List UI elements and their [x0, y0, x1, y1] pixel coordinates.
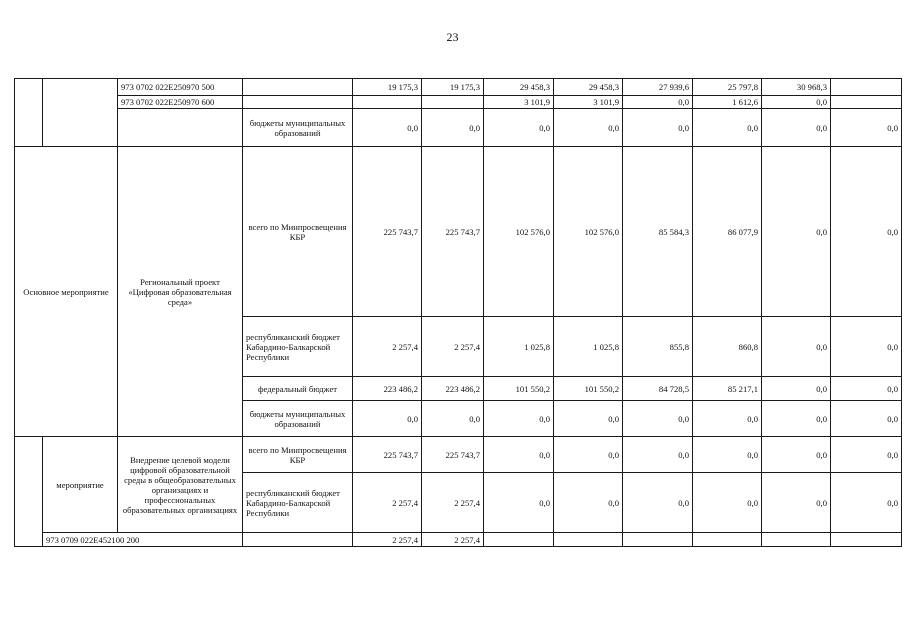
value-cell: 25 797,8 [693, 79, 762, 96]
value-cell: 0,0 [554, 437, 623, 473]
value-cell: 2 257,4 [353, 533, 422, 547]
funding-source: федеральный бюджет [243, 377, 353, 401]
value-cell: 0,0 [353, 109, 422, 147]
value-cell: 225 743,7 [422, 147, 484, 317]
table-row [15, 79, 902, 96]
cell-blank [15, 437, 43, 547]
value-cell: 0,0 [831, 147, 902, 317]
value-cell: 0,0 [762, 96, 831, 109]
table-row [15, 437, 902, 473]
value-cell: 223 486,2 [422, 377, 484, 401]
cell-blank [554, 533, 623, 547]
value-cell: 0,0 [484, 473, 554, 533]
value-cell: 102 576,0 [554, 147, 623, 317]
cell-blank [243, 533, 353, 547]
table-row [15, 147, 902, 317]
budget-code: 973 0702 022E250970 600 [118, 96, 243, 109]
table-row [15, 533, 902, 547]
value-cell: 0,0 [762, 377, 831, 401]
value-cell: 0,0 [554, 109, 623, 147]
value-cell: 0,0 [623, 401, 693, 437]
value-cell: 102 576,0 [484, 147, 554, 317]
page-number: 23 [446, 30, 459, 44]
budget-table [14, 78, 902, 547]
value-cell: 0,0 [554, 401, 623, 437]
value-cell: 0,0 [484, 437, 554, 473]
cell-blank [118, 109, 243, 147]
cell-blank [15, 79, 43, 147]
value-cell: 0,0 [831, 377, 902, 401]
value-cell: 0,0 [422, 109, 484, 147]
value-cell: 85 217,1 [693, 377, 762, 401]
value-cell: 101 550,2 [484, 377, 554, 401]
value-cell: 85 584,3 [623, 147, 693, 317]
value-cell: 0,0 [623, 437, 693, 473]
cell-blank [831, 533, 902, 547]
value-cell: 0,0 [762, 473, 831, 533]
value-cell: 0,0 [422, 401, 484, 437]
activity-name: Региональный проект «Цифровая образовательная среда» [118, 147, 243, 437]
activity-name: Внедрение целевой модели цифровой образовательной среды в общеобразовательных организациях и профессиональных образовательных организациях [118, 437, 243, 533]
value-cell: 2 257,4 [353, 317, 422, 377]
value-cell: 1 025,8 [484, 317, 554, 377]
value-cell: 223 486,2 [353, 377, 422, 401]
value-cell: 0,0 [831, 473, 902, 533]
value-cell: 0,0 [623, 109, 693, 147]
activity-type: мероприятие [43, 437, 118, 533]
table-row [15, 96, 902, 109]
cell-blank [353, 96, 422, 109]
value-cell: 84 728,5 [623, 377, 693, 401]
value-cell: 225 743,7 [353, 147, 422, 317]
value-cell: 0,0 [693, 401, 762, 437]
value-cell: 0,0 [831, 401, 902, 437]
funding-source: бюджеты муниципальных образований [243, 401, 353, 437]
value-cell: 225 743,7 [353, 437, 422, 473]
value-cell: 0,0 [762, 147, 831, 317]
cell-blank [762, 533, 831, 547]
value-cell: 0,0 [623, 96, 693, 109]
table-row [15, 109, 902, 147]
value-cell: 2 257,4 [353, 473, 422, 533]
value-cell: 0,0 [693, 473, 762, 533]
value-cell: 30 968,3 [762, 79, 831, 96]
cell-blank [243, 96, 353, 109]
funding-source: бюджеты муниципальных образований [243, 109, 353, 147]
cell-blank [693, 533, 762, 547]
budget-code: 973 0709 022E452100 200 [43, 533, 243, 547]
cell-blank [484, 533, 554, 547]
value-cell: 0,0 [762, 317, 831, 377]
funding-source: всего по Минпросвещения КБР [243, 147, 353, 317]
value-cell: 0,0 [831, 109, 902, 147]
value-cell: 0,0 [484, 401, 554, 437]
value-cell: 27 939,6 [623, 79, 693, 96]
value-cell: 0,0 [762, 109, 831, 147]
value-cell: 29 458,3 [554, 79, 623, 96]
cell-blank [422, 96, 484, 109]
value-cell: 2 257,4 [422, 533, 484, 547]
cell-blank [831, 96, 902, 109]
funding-source: республиканский бюджет Кабардино-Балкарской Республики [243, 473, 353, 533]
value-cell: 19 175,3 [353, 79, 422, 96]
value-cell: 0,0 [762, 401, 831, 437]
funding-source: республиканский бюджет Кабардино-Балкарской Республики [243, 317, 353, 377]
value-cell: 101 550,2 [554, 377, 623, 401]
funding-source: всего по Минпросвещения КБР [243, 437, 353, 473]
value-cell: 3 101,9 [554, 96, 623, 109]
value-cell: 0,0 [831, 317, 902, 377]
value-cell: 225 743,7 [422, 437, 484, 473]
value-cell: 3 101,9 [484, 96, 554, 109]
value-cell: 860,8 [693, 317, 762, 377]
value-cell: 2 257,4 [422, 473, 484, 533]
budget-code: 973 0702 022E250970 500 [118, 79, 243, 96]
value-cell: 0,0 [623, 473, 693, 533]
value-cell: 0,0 [693, 109, 762, 147]
value-cell: 0,0 [353, 401, 422, 437]
activity-type: Основное мероприятие [15, 147, 118, 437]
value-cell: 86 077,9 [693, 147, 762, 317]
value-cell: 855,8 [623, 317, 693, 377]
value-cell: 2 257,4 [422, 317, 484, 377]
cell-blank [43, 79, 118, 147]
value-cell: 1 612,6 [693, 96, 762, 109]
value-cell: 0,0 [484, 109, 554, 147]
value-cell: 0,0 [693, 437, 762, 473]
value-cell: 19 175,3 [422, 79, 484, 96]
cell-blank [623, 533, 693, 547]
cell-blank [831, 79, 902, 96]
value-cell: 29 458,3 [484, 79, 554, 96]
value-cell: 0,0 [831, 437, 902, 473]
value-cell: 1 025,8 [554, 317, 623, 377]
value-cell: 0,0 [762, 437, 831, 473]
cell-blank [243, 79, 353, 96]
value-cell: 0,0 [554, 473, 623, 533]
